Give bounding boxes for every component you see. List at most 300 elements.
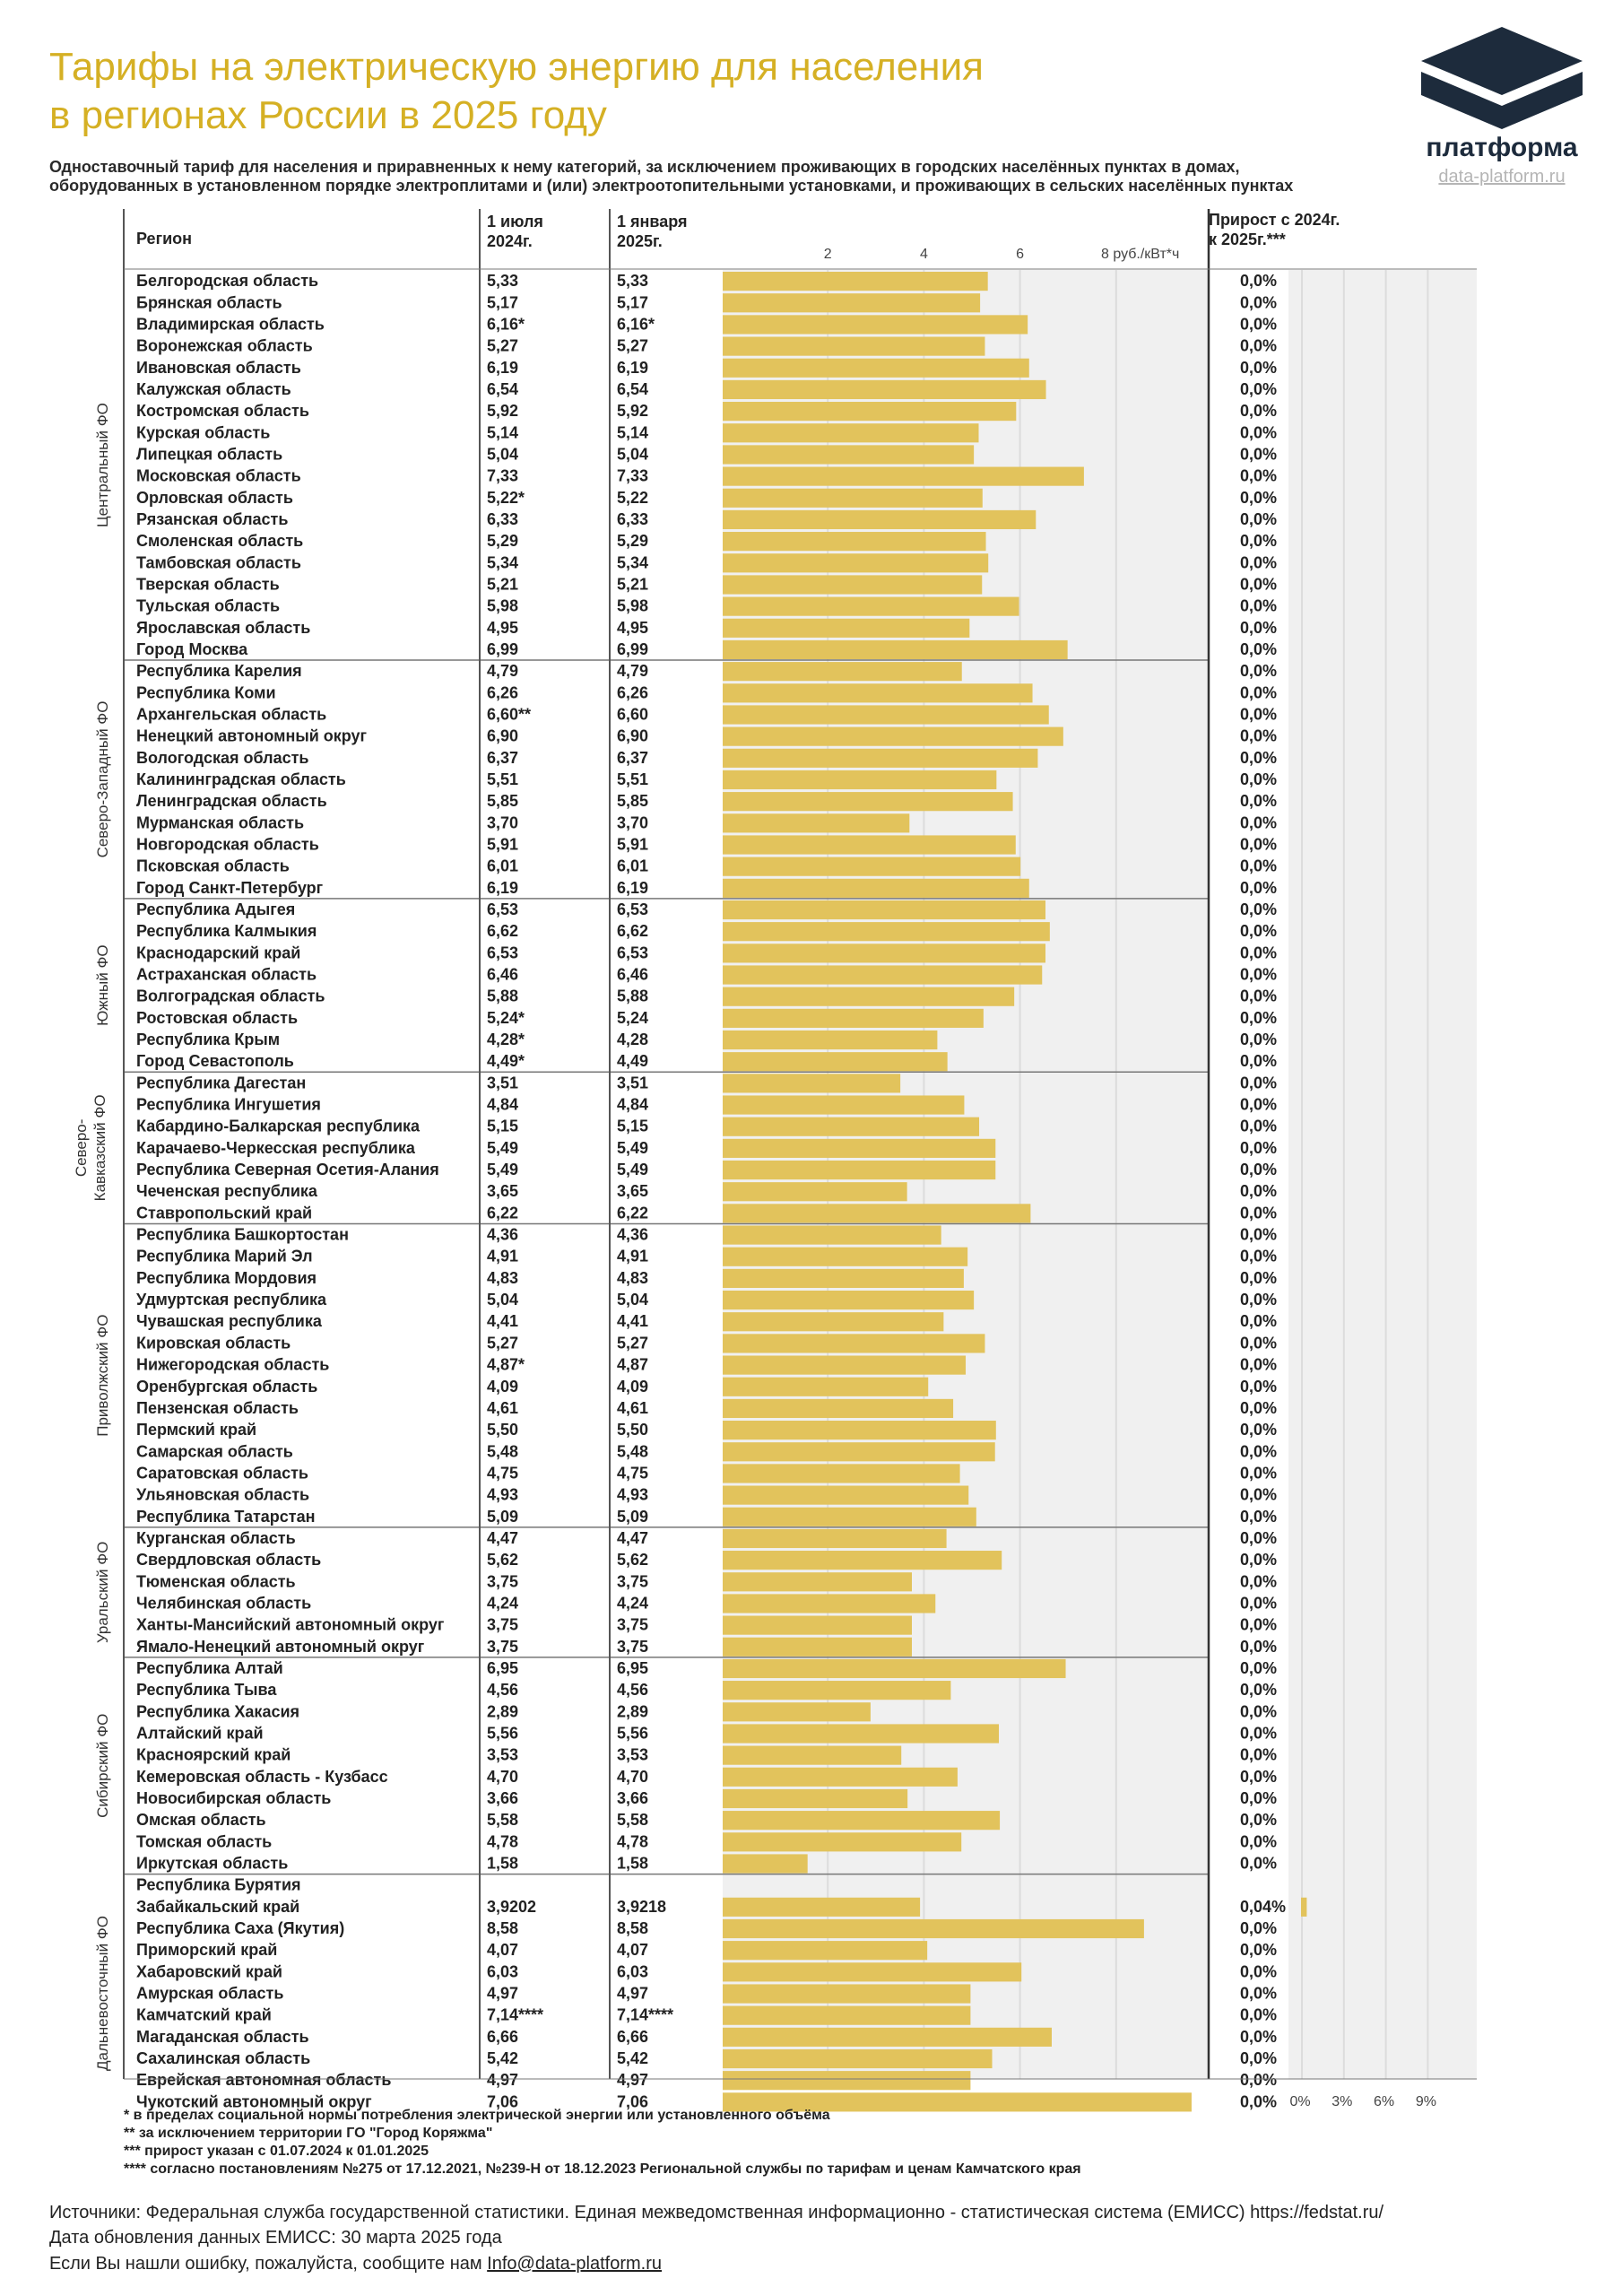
tariff-2025-value: 5,85 [617, 792, 649, 811]
tariff-2025-value: 5,58 [617, 1811, 649, 1830]
growth-value: 0,0% [1240, 1095, 1278, 1114]
tariff-2024-value: 6,90 [487, 726, 519, 745]
tariff-2025-value: 4,97 [617, 2071, 649, 2090]
tariff-2025-value: 4,95 [617, 618, 649, 637]
region-name: Новосибирская область [136, 1788, 332, 1807]
tariff-bar [723, 1659, 1066, 1678]
tariff-2025-value: 6,99 [617, 639, 649, 658]
tariff-2025-value: 6,37 [617, 748, 649, 767]
growth-value: 0,0% [1240, 1008, 1278, 1027]
tariff-2025-value: 5,49 [617, 1138, 649, 1157]
region-name: Мурманская область [136, 813, 305, 832]
tariff-bar [723, 1225, 941, 1244]
tariff-2024-value: 6,33 [487, 509, 519, 528]
growth-value: 0,0% [1240, 1161, 1278, 1179]
tariff-bar [723, 293, 980, 312]
tariff-bar [723, 1832, 961, 1851]
region-name: Республика Алтай [136, 1658, 283, 1677]
district-label-line-2: Кавказский ФО [91, 1094, 108, 1202]
tariff-bar [723, 640, 1068, 659]
tariff-2025-value: 4,79 [617, 662, 649, 681]
region-name: Город Севастополь [136, 1052, 294, 1071]
tariff-bar [723, 315, 1028, 334]
tariff-bar [723, 727, 1063, 746]
district-label: Дальневосточный ФО [94, 1916, 111, 2071]
tariff-2024-value: 5,56 [487, 1724, 519, 1743]
region-name: Тамбовская область [136, 553, 301, 572]
tariff-2025-value: 4,91 [617, 1247, 649, 1265]
growth-value: 0,0% [1240, 1464, 1278, 1483]
tariff-2025-value: 6,19 [617, 358, 649, 377]
region-name: Чукотский автономный округ [136, 2092, 372, 2111]
source-line-1: Источники: Федеральная служба государственной статистики. Единая межведомственная информационно - статистическая система (ЕМИСС) https://fedstat.ru/ [49, 2203, 1384, 2222]
region-name: Приморский край [136, 1941, 278, 1960]
tariff-2024-value: 6,19 [487, 358, 519, 377]
region-name: Рязанская область [136, 509, 289, 528]
tariff-2024-value: 5,33 [487, 272, 519, 291]
tariff-bar [723, 879, 1029, 898]
tariff-2025-value: 4,75 [617, 1464, 649, 1483]
tariff-2024-value: 4,07 [487, 1941, 519, 1960]
tariff-2024-value: 4,78 [487, 1832, 519, 1851]
region-name: Костромская область [136, 402, 309, 421]
tariff-bar [723, 1962, 1021, 1981]
region-name: Ханты-Мансийский автономный округ [136, 1615, 445, 1634]
column-header-growth-line-1: Прирост с 2024г. [1209, 211, 1340, 229]
tariff-2025-value: 5,56 [617, 1724, 649, 1743]
growth-value: 0,0% [1240, 1355, 1278, 1374]
tariff-2024-value: 6,53 [487, 900, 519, 919]
tariff-2024-value: 5,98 [487, 596, 519, 615]
district-label: Уральский ФО [94, 1541, 111, 1644]
tariff-bar [723, 1291, 974, 1309]
tariff-bar [723, 1464, 960, 1483]
tariff-2024-value: 4,24 [487, 1594, 519, 1613]
region-name: Кемеровская область - Кузбасс [136, 1767, 388, 1786]
growth-value: 0,0% [1240, 1334, 1278, 1352]
region-name: Волгоградская область [136, 987, 325, 1005]
source-line-3-prefix: Если Вы нашли ошибку, пожалуйста, сообщите нам [49, 2254, 488, 2274]
region-name: Воронежская область [136, 336, 313, 355]
tariff-2025-value: 5,49 [617, 1161, 649, 1179]
tariff-2024-value: 4,95 [487, 618, 519, 637]
tariff-2024-value: 4,97 [487, 1984, 519, 2003]
logo-url-link[interactable]: data-platform.ru [1438, 167, 1566, 187]
tariff-bar [723, 1052, 948, 1071]
growth-value: 0,0% [1240, 1117, 1278, 1135]
tariff-2025-value: 3,75 [617, 1615, 649, 1634]
tariff-2024-value: 4,79 [487, 662, 519, 681]
growth-value: 0,0% [1240, 1551, 1278, 1570]
tariff-2025-value: 5,27 [617, 1334, 649, 1352]
growth-value: 0,0% [1240, 272, 1278, 291]
tariff-2024-value: 3,53 [487, 1745, 519, 1764]
region-name: Республика Мордовия [136, 1268, 317, 1287]
tariff-2025-value: 4,56 [617, 1681, 649, 1700]
growth-value: 0,0% [1240, 639, 1278, 658]
growth-value: 0,0% [1240, 488, 1278, 507]
tariff-2024-value: 5,42 [487, 2049, 519, 2068]
tariff-2025-value: 3,75 [617, 1572, 649, 1591]
tariff-2025-value: 5,51 [617, 770, 649, 788]
tariff-bar [723, 1139, 995, 1158]
growth-tick-label: 9% [1415, 2094, 1436, 2109]
growth-value: 0,0% [1240, 1247, 1278, 1265]
growth-value: 0,0% [1240, 944, 1278, 962]
growth-value: 0,0% [1240, 1615, 1278, 1634]
tariff-2024-value: 5,48 [487, 1442, 519, 1461]
region-name: Город Санкт-Петербург [136, 878, 324, 897]
tariff-2025-value: 4,93 [617, 1485, 649, 1504]
tariff-2025-value: 4,83 [617, 1268, 649, 1287]
tariff-2024-value: 5,34 [487, 553, 519, 572]
region-name: Краснодарский край [136, 944, 301, 962]
tariff-bar [723, 1811, 1000, 1830]
region-name: Забайкальский край [136, 1897, 300, 1916]
tariff-2025-value: 4,61 [617, 1398, 649, 1417]
growth-value: 0,0% [1240, 1832, 1278, 1851]
region-name: Сахалинская область [136, 2049, 311, 2068]
tariff-2024-value: 6,60** [487, 705, 532, 724]
region-name: Тульская область [136, 596, 281, 615]
tariff-2024-value: 5,49 [487, 1138, 519, 1157]
tariff-2025-value: 1,58 [617, 1854, 649, 1873]
tariff-2025-value: 5,22 [617, 488, 649, 507]
tariff-2024-value: 5,92 [487, 402, 519, 421]
region-name: Амурская область [136, 1984, 284, 2003]
tariff-2025-value: 6,62 [617, 922, 649, 941]
source-line-2: Дата обновления данных ЕМИСС: 30 марта 2025 года [49, 2228, 502, 2248]
region-name: Алтайский край [136, 1724, 264, 1743]
tariff-2024-value: 5,14 [487, 423, 519, 442]
tariff-2024-value: 5,22* [487, 488, 525, 507]
growth-value: 0,0% [1240, 683, 1278, 702]
region-name: Кировская область [136, 1334, 291, 1352]
tariff-bar [723, 1919, 1144, 1938]
tariff-2024-value: 7,33 [487, 466, 519, 485]
region-name: Республика Татарстан [136, 1507, 316, 1526]
tariff-bar [723, 1551, 1002, 1570]
tariff-bar [723, 597, 1019, 616]
tariff-2024-value: 4,09 [487, 1377, 519, 1396]
region-name: Кабардино-Балкарская республика [136, 1117, 421, 1135]
growth-tick-label: 0% [1289, 2094, 1311, 2109]
tariff-bar [723, 1616, 912, 1635]
tariff-2024-value: 3,75 [487, 1572, 519, 1591]
source-line-3 [49, 2253, 662, 2274]
tariff-bar [723, 1984, 970, 2003]
region-name: Астраханская область [136, 965, 317, 984]
footnote-4: **** согласно постановлениям №275 от 17.12.2021, №239-Н от 18.12.2023 Региональной службы по тарифам и ценам Камчатского края [124, 2161, 1081, 2177]
growth-value: 0,0% [1240, 1854, 1278, 1873]
tariff-bar [723, 1681, 950, 1700]
tariff-2024-value: 5,88 [487, 987, 519, 1005]
growth-value: 0,0% [1240, 402, 1278, 421]
tariff-tick-label-top: 6 [1016, 247, 1025, 262]
tariff-bar [723, 1702, 871, 1721]
region-name: Еврейская автономная область [136, 2071, 392, 2090]
growth-value: 0,0% [1240, 1421, 1278, 1439]
tariff-2024-value: 5,85 [487, 792, 519, 811]
tariff-2025-value: 5,91 [617, 835, 649, 854]
title-line-2: в регионах России в 2025 году [49, 93, 607, 137]
growth-value: 0,0% [1240, 878, 1278, 897]
growth-value: 0,0% [1240, 1572, 1278, 1591]
growth-value: 0,0% [1240, 1767, 1278, 1786]
column-header-2024-line-1: 1 июля [487, 213, 543, 230]
tariff-bar [723, 2006, 970, 2025]
tariff-2025-value: 5,34 [617, 553, 649, 572]
tariff-2025-value: 6,19 [617, 878, 649, 897]
footnote-1: * в пределах социальной нормы потребления электрической энергии или установленного объёма [124, 2108, 830, 2123]
tariff-bar [723, 1095, 964, 1114]
region-name: Ленинградская область [136, 792, 327, 811]
tariff-2025-value: 3,66 [617, 1788, 649, 1807]
region-name: Республика Марий Эл [136, 1247, 313, 1265]
region-name: Республика Бурятия [136, 1875, 301, 1894]
growth-value: 0,0% [1240, 1398, 1278, 1417]
region-name: Хабаровский край [136, 1962, 282, 1981]
tariff-2024-value: 4,41 [487, 1312, 519, 1331]
region-name: Республика Коми [136, 683, 276, 702]
tariff-2025-value: 4,78 [617, 1832, 649, 1851]
tariff-2025-value: 3,65 [617, 1182, 649, 1201]
tariff-2024-value: 5,91 [487, 835, 519, 854]
tariff-bar [723, 272, 988, 291]
growth-value: 0,0% [1240, 1442, 1278, 1461]
tariff-2024-value: 1,58 [487, 1854, 519, 1873]
tariff-2025-value: 6,60 [617, 705, 649, 724]
tariff-bar [723, 900, 1045, 919]
tariff-2025-value: 4,28 [617, 1031, 649, 1049]
region-name: Томская область [136, 1832, 273, 1851]
tariff-bar [723, 1031, 937, 1049]
tariff-2024-value: 4,70 [487, 1767, 519, 1786]
logo-name: платформа [1426, 133, 1578, 162]
tariff-bar [723, 2049, 993, 2068]
tariff-bar [723, 1941, 927, 1960]
growth-value: 0,04% [1240, 1897, 1287, 1916]
tariff-2024-value: 6,22 [487, 1204, 519, 1222]
tariff-2025-value: 7,14**** [617, 2005, 674, 2024]
region-name: Свердловская область [136, 1551, 322, 1570]
tariff-2025-value: 5,42 [617, 2049, 649, 2068]
tariff-2024-value: 4,75 [487, 1464, 519, 1483]
tariff-2024-value: 5,21 [487, 575, 519, 594]
region-name: Республика Северная Осетия-Алания [136, 1161, 439, 1179]
tariff-bar [723, 792, 1013, 811]
tariff-bar [723, 770, 996, 789]
region-name: Владимирская область [136, 315, 325, 334]
region-name: Калининградская область [136, 770, 346, 788]
tariff-bar [723, 1074, 900, 1092]
tariff-bar [723, 1529, 947, 1548]
region-name: Архангельская область [136, 705, 327, 724]
tariff-2024-value: 6,16* [487, 315, 525, 334]
footnote-3: *** прирост указан с 01.07.2024 к 01.01.2025 [124, 2144, 429, 2159]
subtitle-line-1: Одноставочный тариф для населения и приравненных к нему категорий, за исключением проживающих в городских населённых пунктах в домах, [49, 158, 1240, 176]
title-line-1: Тарифы на электрическую энергию для населения [49, 45, 984, 89]
tariff-bar [723, 1508, 976, 1526]
growth-value: 0,0% [1240, 1507, 1278, 1526]
tariff-2025-value: 5,14 [617, 423, 649, 442]
tariff-2024-value: 3,9202 [487, 1897, 537, 1916]
tariff-2025-value: 6,03 [617, 1962, 649, 1981]
tariff-2025-value: 4,87 [617, 1355, 649, 1374]
tariff-2024-value: 5,27 [487, 336, 519, 355]
subtitle-line-2: оборудованных в установленном порядке электроплитами и (или) электроотопительными установками, и проживающих в сельских населённых пунктах [49, 177, 1294, 195]
tariff-2025-value: 5,88 [617, 987, 649, 1005]
growth-value: 0,0% [1240, 1485, 1278, 1504]
region-name: Вологодская область [136, 748, 309, 767]
column-header-growth-line-2: к 2025г.*** [1209, 230, 1286, 248]
growth-value: 0,0% [1240, 835, 1278, 854]
tariff-2024-value: 6,03 [487, 1962, 519, 1981]
growth-value: 0,0% [1240, 293, 1278, 312]
tariff-2025-value: 6,53 [617, 900, 649, 919]
tariff-bar [723, 683, 1033, 702]
tariff-2024-value: 5,27 [487, 1334, 519, 1352]
tariff-bar [723, 857, 1020, 876]
tariff-2024-value: 5,50 [487, 1421, 519, 1439]
growth-value: 0,0% [1240, 1291, 1278, 1309]
growth-value: 0,0% [1240, 1919, 1278, 1938]
region-name: Нижегородская область [136, 1355, 330, 1374]
tariff-2024-value: 4,87* [487, 1355, 525, 1374]
tariff-bar [723, 1768, 958, 1787]
region-name: Республика Адыгея [136, 900, 296, 919]
district-label: Южный ФО [94, 944, 111, 1026]
growth-value: 0,0% [1240, 1962, 1278, 1981]
region-name: Самарская область [136, 1442, 293, 1461]
region-name: Омская область [136, 1811, 266, 1830]
tariff-bar [723, 1204, 1030, 1222]
footnote-2: ** за исключением территории ГО "Город Коряжма" [124, 2126, 493, 2141]
region-name: Город Москва [136, 639, 248, 658]
region-name: Курская область [136, 423, 271, 442]
region-name: Орловская область [136, 488, 293, 507]
tariff-bar [723, 510, 1036, 529]
tariff-2024-value: 5,17 [487, 293, 519, 312]
growth-value: 0,0% [1240, 726, 1278, 745]
tariff-bar [723, 1399, 953, 1418]
region-name: Пермский край [136, 1421, 257, 1439]
tariff-2024-value: 5,49 [487, 1161, 519, 1179]
growth-value: 0,0% [1240, 1811, 1278, 1830]
tariff-2025-value: 5,27 [617, 336, 649, 355]
tariff-bar [723, 1356, 966, 1375]
growth-value: 0,0% [1240, 336, 1278, 355]
tariff-2024-value: 5,29 [487, 532, 519, 551]
tariff-2025-value: 2,89 [617, 1702, 649, 1721]
tariff-2024-value: 4,84 [487, 1095, 519, 1114]
tariff-2025-value: 6,53 [617, 944, 649, 962]
region-name: Чувашская республика [136, 1312, 322, 1331]
tariff-2024-value: 2,89 [487, 1702, 519, 1721]
tariff-2025-value: 5,98 [617, 596, 649, 615]
tariff-bar [723, 1486, 968, 1505]
tariff-bar [723, 1638, 912, 1657]
district-label: Северо- [73, 1118, 90, 1178]
growth-value: 0,0% [1240, 1312, 1278, 1331]
tariff-bar [723, 749, 1037, 768]
tariff-tick-label-top: 4 [919, 247, 928, 262]
tariff-2024-value: 4,91 [487, 1247, 519, 1265]
region-name: Калужская область [136, 379, 291, 398]
tariff-2025-value: 5,92 [617, 402, 649, 421]
tariff-2024-value: 5,09 [487, 1507, 519, 1526]
growth-value: 0,0% [1240, 1268, 1278, 1287]
tariff-2024-value: 4,61 [487, 1398, 519, 1417]
tariff-bar [723, 1898, 920, 1917]
growth-value: 0,0% [1240, 1745, 1278, 1764]
tariff-bar [723, 1118, 979, 1136]
region-name: Республика Башкортостан [136, 1225, 349, 1244]
region-name: Республика Саха (Якутия) [136, 1919, 345, 1938]
column-header-region: Регион [136, 230, 192, 248]
tariff-bar [723, 705, 1049, 724]
growth-value: 0,0% [1240, 1204, 1278, 1222]
region-name: Ростовская область [136, 1008, 299, 1027]
tariff-2025-value: 5,48 [617, 1442, 649, 1461]
region-name: Челябинская область [136, 1594, 312, 1613]
region-name: Ульяновская область [136, 1485, 310, 1504]
tariff-2025-value: 6,16* [617, 315, 655, 334]
tariff-bar [723, 1161, 995, 1179]
region-name: Республика Дагестан [136, 1074, 307, 1092]
tariff-2025-value: 6,54 [617, 379, 649, 398]
growth-value: 0,0% [1240, 618, 1278, 637]
tariff-2025-value: 6,22 [617, 1204, 649, 1222]
tariff-bar [723, 944, 1045, 962]
tariff-bar [723, 1248, 967, 1266]
growth-value: 0,0% [1240, 2071, 1278, 2090]
region-name: Липецкая область [136, 445, 283, 464]
region-name: Московская область [136, 466, 301, 485]
tariff-2025-value: 4,24 [617, 1594, 649, 1613]
growth-value: 0,0% [1240, 987, 1278, 1005]
region-name: Ненецкий автономный округ [136, 726, 368, 745]
growth-value: 0,0% [1240, 1182, 1278, 1201]
tariff-2025-value: 3,53 [617, 1745, 649, 1764]
region-name: Камчатский край [136, 2005, 272, 2024]
tariff-2024-value: 3,51 [487, 1074, 519, 1092]
tariff-bar [723, 987, 1014, 1006]
growth-value: 0,0% [1240, 1681, 1278, 1700]
region-name: Республика Крым [136, 1031, 281, 1049]
region-name: Белгородская область [136, 272, 319, 291]
growth-value: 0,0% [1240, 532, 1278, 551]
region-name: Ставропольский край [136, 1204, 313, 1222]
tariff-bar [723, 532, 986, 551]
tariff-2024-value: 3,75 [487, 1615, 519, 1634]
tariff-2024-value: 4,93 [487, 1485, 519, 1504]
tariff-bar [723, 423, 979, 442]
tariff-2025-value: 5,15 [617, 1117, 649, 1135]
growth-value: 0,0% [1240, 2092, 1278, 2111]
tariff-2025-value: 6,95 [617, 1658, 649, 1677]
email-link[interactable]: Info@data-platform.ru [487, 2254, 663, 2274]
growth-value: 0,0% [1240, 1724, 1278, 1743]
tariff-2025-value: 8,58 [617, 1919, 649, 1938]
tariff-bar [723, 467, 1084, 486]
tariff-2025-value: 5,04 [617, 445, 649, 464]
region-name: Саратовская область [136, 1464, 308, 1483]
tariff-2025-value: 5,21 [617, 575, 649, 594]
tariff-2025-value: 3,51 [617, 1074, 649, 1092]
tariff-2024-value: 5,24* [487, 1008, 525, 1027]
tariff-2025-value: 4,97 [617, 1984, 649, 2003]
